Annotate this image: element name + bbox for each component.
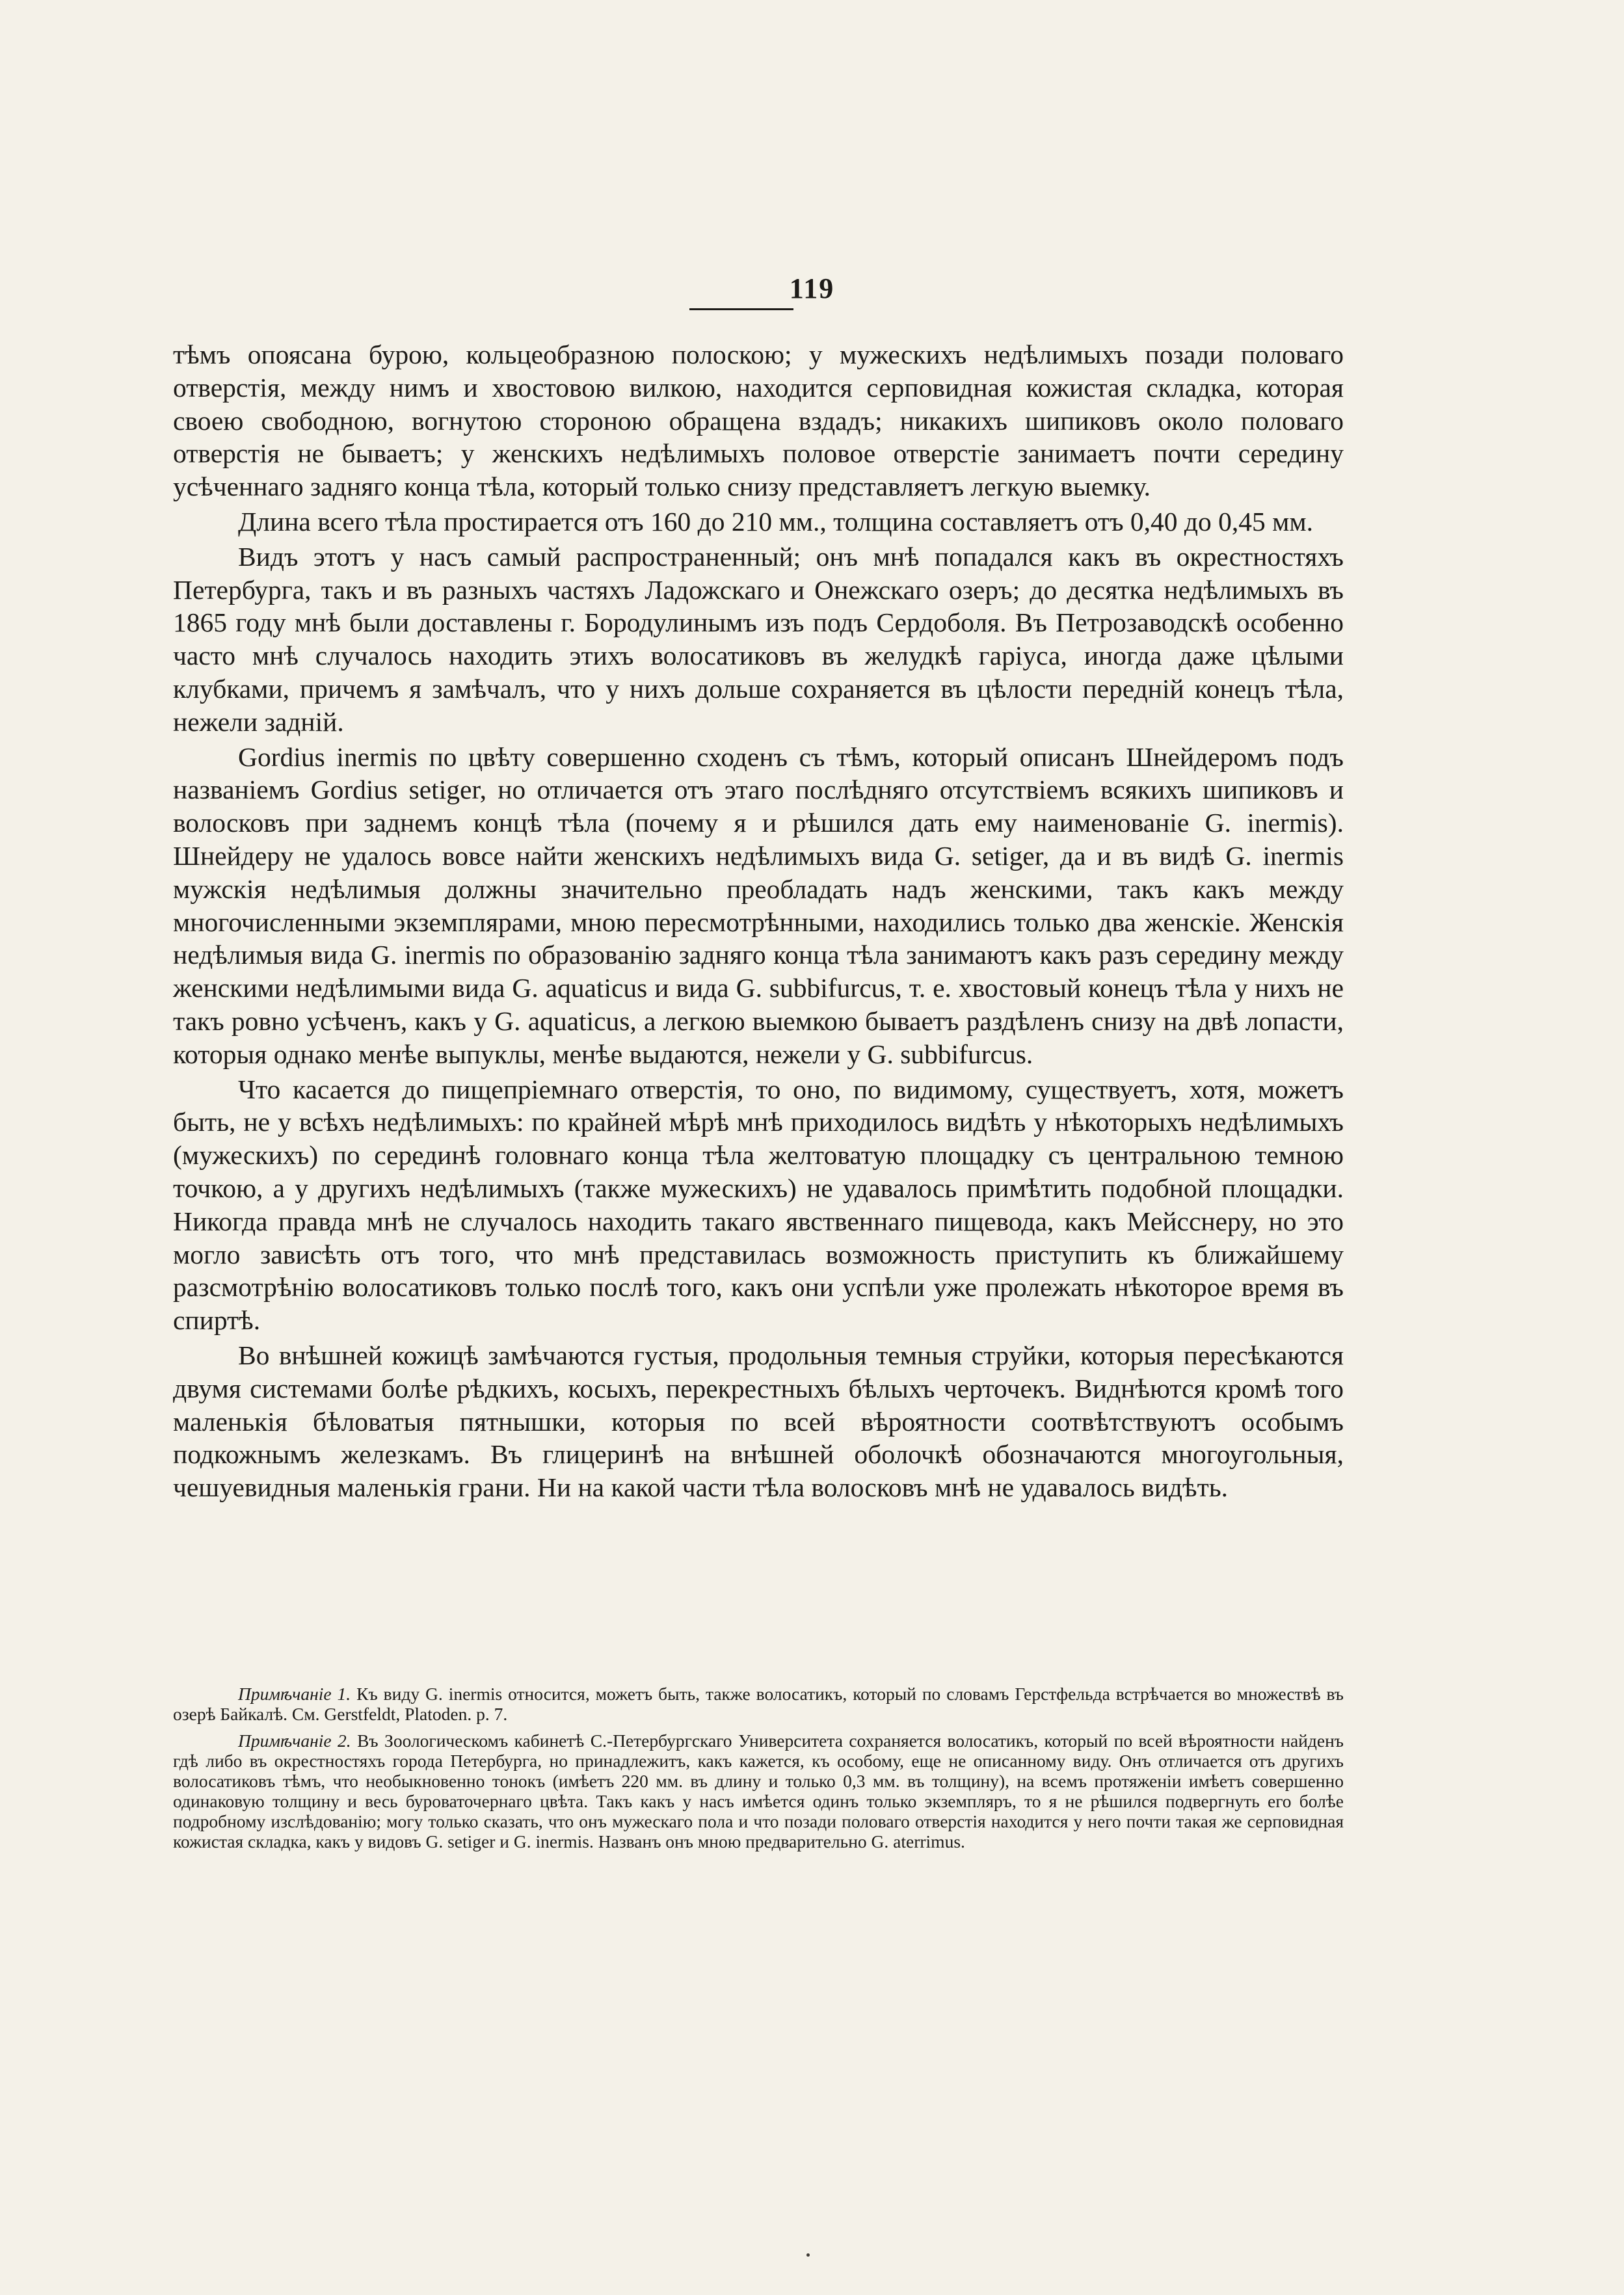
ink-speck: [806, 2253, 810, 2257]
main-text: [173, 338, 1344, 1506]
paragraph-3: Видъ этотъ у насъ самый распространенный; онъ мнѣ попадался какъ въ окрестностяхъ Петербурга, такъ и въ разныхъ частяхъ Ладожскаго и Онежскаго озеръ; до десятка недѣлимыхъ въ 1865 году мнѣ были доставлены г. Бородулинымъ изъ подъ Сердоболя. Въ Петрозаводскѣ особенно часто мнѣ случалось находить этихъ волосатиковъ въ желудкѣ гаріуса, иногда даже цѣлыми клубками, причемъ я замѣчалъ, что у нихъ дольше сохраняется въ цѣлости передній конецъ тѣла, нежели задній.: [173, 541, 1344, 737]
footnote-2-label: Примѣчаніе 2.: [238, 1731, 351, 1751]
footnote-2-text: Въ Зоологическомъ кабинетѣ С.-Петербургскаго Университета сохраняется волосатикъ, который по всей вѣроятности найденъ гдѣ либо въ окрестностяхъ города Петербурга, но принадлежитъ, какъ кажется, къ особому, еще не описанному виду. Онъ отличается отъ другихъ волосатиковъ тѣмъ, что необыкновенно тонокъ (имѣетъ 220 мм. въ длину и только 0,3 мм. въ толщину), на всемъ протяженіи имѣетъ совершенно одинаковую толщину и весь буроваточернаго цвѣта. Такъ какъ у насъ имѣется одинъ только экземпляръ, то я не рѣшился подвергнуть его болѣе подробному изслѣдованію; могу только сказать, что онъ мужескаго пола и что позади половаго отверстія находится у него почти такая же серповидная кожистая складка, какъ у видовъ G. setiger и G. inermis. Названъ онъ мною предварительно G. aterrimus.: [173, 1731, 1344, 1851]
paragraph-2: Длина всего тѣла простирается отъ 160 до 210 мм., толщина составляетъ отъ 0,40 до 0,45 мм.: [238, 506, 1314, 537]
footnote-1-label: Примѣчаніе 1.: [238, 1684, 351, 1704]
paragraph-1: тѣмъ опоясана бурою, кольцеобразною полоскою; у мужескихъ недѣлимыхъ позади половаго отверстія, между нимъ и хвостовою вилкою, находится серповидная кожистая складка, которая своею свободною, вогнутою стороною обращена вздадъ; никакихъ шипиковъ около половаго отверстія не бываетъ; у женскихъ недѣлимыхъ половое отверстіе занимаетъ почти середину усѣченнаго задняго конца тѣла, который только снизу представляетъ легкую выемку.: [173, 339, 1344, 502]
page-number: 119: [789, 272, 835, 304]
footnote-1: [173, 1684, 1344, 1724]
page-number-underline: [689, 308, 793, 310]
footnote-2: [173, 1731, 1344, 1851]
paragraph-6: Во внѣшней кожицѣ замѣчаются густыя, продольныя темныя струйки, которыя пересѣкаются двумя системами болѣе рѣдкихъ, косыхъ, перекрестныхъ бѣлыхъ черточекъ. Виднѣются кромѣ того маленькія бѣловатыя пятнышки, которыя по всей вѣроятности соотвѣтствуютъ особымъ подкожнымъ железкамъ. Въ глицеринѣ на внѣшней оболочкѣ обозначаются многоугольныя, чешуевидныя маленькія грани. Ни на какой части тѣла волосковъ мнѣ не удавалось видѣть.: [173, 1340, 1344, 1503]
paragraph-4: Gordius inermis по цвѣту совершенно сходенъ съ тѣмъ, который описанъ Шнейдеромъ подъ названіемъ Gordius setiger, но отличается отъ этаго послѣдняго отсутствіемъ всякихъ шипиковъ и волосковъ при заднемъ концѣ тѣла (почему я и рѣшился дать ему наименованіе G. inermis). Шнейдеру не удалось вовсе найти женскихъ недѣлимыхъ вида G. setiger, да и въ видѣ G. inermis мужскія недѣлимыя должны значительно преобладать надъ женскими, такъ какъ между многочисленными экземплярами, мною пересмотрѣнными, находились только два женскіе. Женскія недѣлимыя вида G. inermis по образованію задняго конца тѣла занимаютъ какъ разъ середину между женскими недѣлимыми вида G. aquaticus и вида G. subbifurcus, т. е. хвостовый конецъ тѣла у нихъ не такъ ровно усѣченъ, какъ у G. aquaticus, а легкою выемкою бываетъ раздѣленъ снизу на двѣ лопасти, которыя однако менѣе выпуклы, менѣе выдаются, нежели у G. subbifurcus.: [173, 741, 1344, 1069]
footnote-1-text: Къ виду G. inermis относится, можетъ быть, также волосатикъ, который по словамъ Герстфельда встрѣчается во множествѣ въ озерѣ Байкалѣ. См. Gerstfeldt, Platoden. p. 7.: [173, 1684, 1344, 1724]
paragraph-5: Что касается до пищепріемнаго отверстія, то оно, по видимому, существуетъ, хотя, можетъ быть, не у всѣхъ недѣлимыхъ: по крайней мѣрѣ мнѣ приходилось видѣть у нѣкоторыхъ недѣлимыхъ (мужескихъ) по серединѣ головнаго конца тѣла желтоватую площадку съ центральною темною точкою, а у другихъ недѣлимыхъ (также мужескихъ) не удавалось примѣтить подобной площадки. Никогда правда мнѣ не случалось находить такаго явственнаго пищевода, какъ Мейсснеру, но это могло зависѣть отъ того, что мнѣ представилась возможность приступить къ ближайшему разсмотрѣнію волосатиковъ только послѣ того, какъ они успѣли уже пролежать нѣкоторое время въ спиртѣ.: [173, 1074, 1344, 1336]
footnotes: [173, 1684, 1344, 1858]
